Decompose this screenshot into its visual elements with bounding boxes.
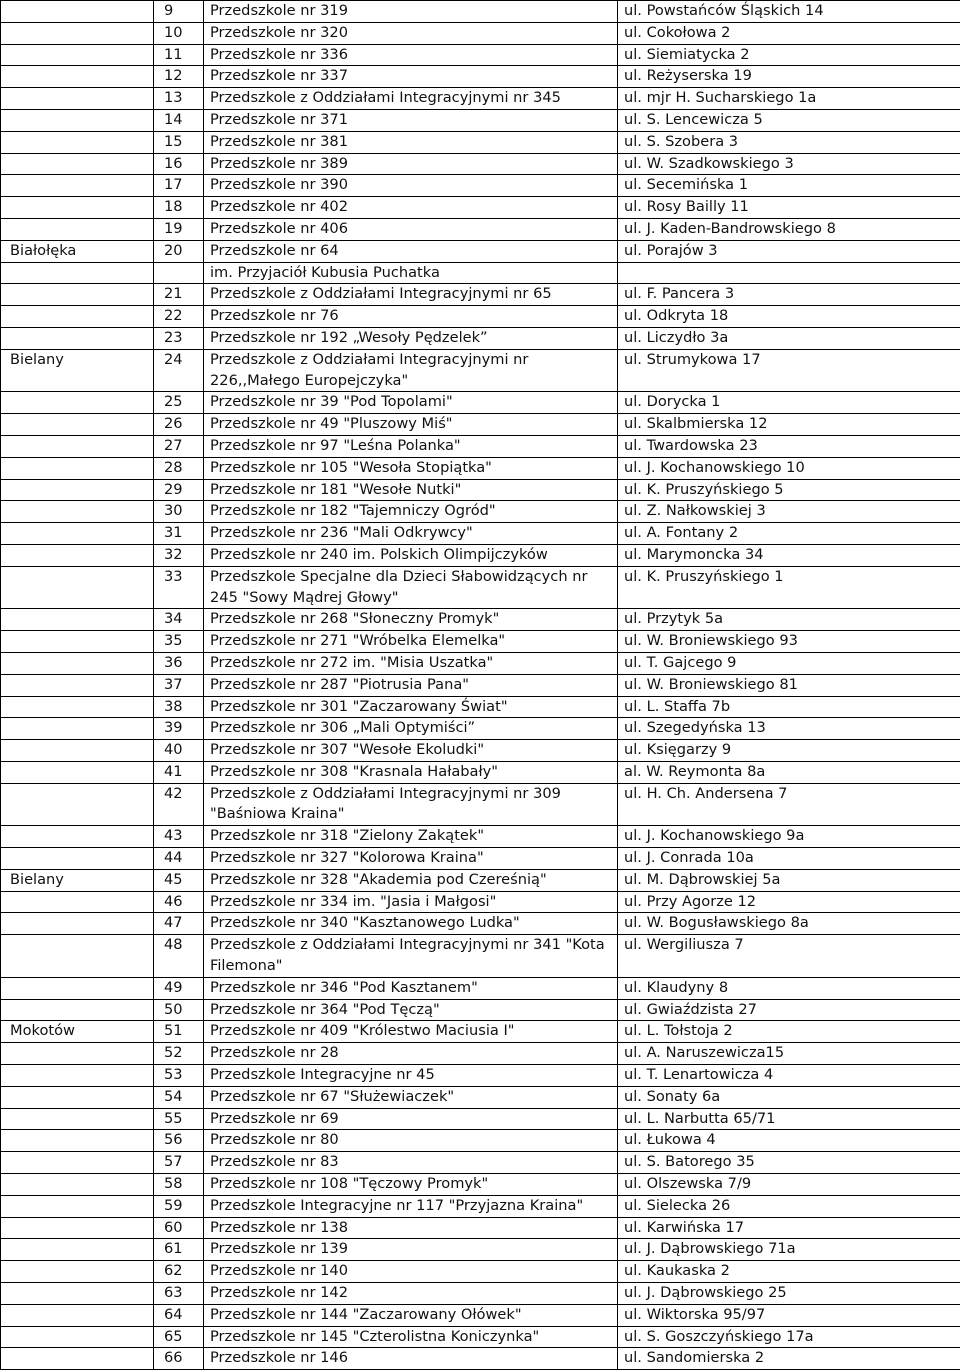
table-row (1, 544, 960, 566)
kindergarten-address: ul. F. Pancera 3 (618, 284, 960, 306)
table-row (1, 783, 960, 826)
table-row (1, 1174, 960, 1196)
kindergarten-address: ul. Z. Nałkowskiej 3 (618, 501, 960, 523)
district-label: Białołęka (10, 241, 76, 262)
table-row (1, 1304, 960, 1326)
table-row (1, 1108, 960, 1130)
table-row (1, 218, 960, 240)
table-row (1, 1043, 960, 1065)
kindergarten-name: Przedszkole nr 67 "Służewiaczek" (204, 1086, 618, 1108)
kindergarten-address: ul. J. Dąbrowskiego 25 (618, 1283, 960, 1305)
row-number: 46 (154, 891, 204, 913)
row-number: 59 (154, 1195, 204, 1217)
row-number: 28 (154, 457, 204, 479)
kindergarten-name: Przedszkole nr 346 "Pod Kasztanem" (204, 977, 618, 999)
row-number: 37 (154, 674, 204, 696)
district-cell (1, 22, 154, 44)
district-cell (1, 718, 154, 740)
row-number: 31 (154, 523, 204, 545)
table-row (1, 1261, 960, 1283)
kindergarten-name: Przedszkole nr 406 (204, 218, 618, 240)
row-number: 21 (154, 284, 204, 306)
row-number: 11 (154, 44, 204, 66)
row-number: 20 (154, 240, 204, 262)
table-row (1, 1195, 960, 1217)
kindergarten-address: ul. Księgarzy 9 (618, 740, 960, 762)
kindergarten-name: Przedszkole z Oddziałami Integracyjnymi nr 345 (204, 88, 618, 110)
kindergarten-name: Przedszkole nr 64 (204, 240, 618, 262)
kindergarten-name: Przedszkole nr 28 (204, 1043, 618, 1065)
row-number: 39 (154, 718, 204, 740)
kindergarten-name: Przedszkole Specjalne dla Dzieci Słabowidzących nr 245 "Sowy Mądrej Głowy" (204, 566, 618, 609)
district-cell (1, 631, 154, 653)
row-number: 14 (154, 109, 204, 131)
kindergarten-address: ul. S. Lencewicza 5 (618, 109, 960, 131)
district-cell (1, 566, 154, 609)
district-cell (1, 414, 154, 436)
kindergarten-name: Przedszkole nr 144 "Zaczarowany Ołówek" (204, 1304, 618, 1326)
district-cell (1, 153, 154, 175)
kindergarten-address: ul. L. Staffa 7b (618, 696, 960, 718)
district-cell (1, 1348, 154, 1370)
kindergarten-address: ul. Sandomierska 2 (618, 1348, 960, 1370)
kindergarten-name: Przedszkole nr 139 (204, 1239, 618, 1261)
kindergarten-address: ul. Secemińska 1 (618, 175, 960, 197)
table-row (1, 88, 960, 110)
district-cell (1, 696, 154, 718)
row-number: 60 (154, 1217, 204, 1239)
district-cell (1, 66, 154, 88)
kindergarten-name: Przedszkole nr 97 "Leśna Polanka" (204, 435, 618, 457)
district-cell (1, 284, 154, 306)
kindergarten-name: Przedszkole nr 340 "Kasztanowego Ludka" (204, 913, 618, 935)
row-number: 24 (154, 349, 204, 392)
kindergarten-address: ul. Kaukaska 2 (618, 1261, 960, 1283)
kindergarten-address: ul. K. Pruszyńskiego 1 (618, 566, 960, 609)
kindergarten-address: ul. Klaudyny 8 (618, 977, 960, 999)
kindergarten-address: ul. Rosy Bailly 11 (618, 197, 960, 219)
row-number: 64 (154, 1304, 204, 1326)
table-row (1, 718, 960, 740)
kindergarten-name: Przedszkole nr 49 "Pluszowy Miś" (204, 414, 618, 436)
row-number: 61 (154, 1239, 204, 1261)
kindergarten-name: Przedszkole nr 320 (204, 22, 618, 44)
row-number: 29 (154, 479, 204, 501)
table-row (1, 826, 960, 848)
table-row (1, 523, 960, 545)
table-row (1, 1086, 960, 1108)
row-number: 51 (154, 1021, 204, 1043)
table-row (1, 1130, 960, 1152)
row-number: 53 (154, 1065, 204, 1087)
kindergarten-address: ul. W. Broniewskiego 81 (618, 674, 960, 696)
kindergarten-address: ul. Karwińska 17 (618, 1217, 960, 1239)
district-cell (1, 306, 154, 328)
table-row (1, 1065, 960, 1087)
table-row (1, 131, 960, 153)
row-number: 12 (154, 66, 204, 88)
kindergarten-address: ul. Przy Agorze 12 (618, 891, 960, 913)
row-number: 18 (154, 197, 204, 219)
kindergarten-address: ul. Dorycka 1 (618, 392, 960, 414)
table-row (1, 327, 960, 349)
kindergarten-name: Przedszkole nr 327 "Kolorowa Kraina" (204, 848, 618, 870)
district-cell (1, 457, 154, 479)
kindergarten-address: ul. J. Conrada 10a (618, 848, 960, 870)
kindergarten-name: Przedszkole nr 181 "Wesołe Nutki" (204, 479, 618, 501)
kindergarten-address: ul. L. Tołstoja 2 (618, 1021, 960, 1043)
table-row (1, 1283, 960, 1305)
kindergarten-address: ul. Cokołowa 2 (618, 22, 960, 44)
kindergarten-address: ul. S. Szobera 3 (618, 131, 960, 153)
kindergarten-name: Przedszkole z Oddziałami Integracyjnymi nr 226,,Małego Europejczyka" (204, 349, 618, 392)
kindergarten-name: Przedszkole nr 308 "Krasnala Hałabały" (204, 761, 618, 783)
row-number: 19 (154, 218, 204, 240)
kindergarten-address: ul. Powstańców Śląskich 14 (618, 1, 960, 23)
kindergarten-name: Przedszkole nr 83 (204, 1152, 618, 1174)
row-number: 9 (154, 1, 204, 23)
district-cell (1, 218, 154, 240)
row-number (154, 262, 204, 284)
kindergarten-name: Przedszkole nr 364 "Pod Tęczą" (204, 999, 618, 1021)
row-number: 26 (154, 414, 204, 436)
table-row (1, 1021, 960, 1043)
row-number: 56 (154, 1130, 204, 1152)
kindergarten-name: Przedszkole z Oddziałami Integracyjnymi nr 65 (204, 284, 618, 306)
table-row (1, 935, 960, 978)
kindergarten-name: Przedszkole nr 402 (204, 197, 618, 219)
kindergarten-name: Przedszkole nr 287 "Piotrusia Pana" (204, 674, 618, 696)
row-number: 35 (154, 631, 204, 653)
district-cell (1, 109, 154, 131)
kindergarten-name: Przedszkole Integracyjne nr 117 "Przyjazna Kraina" (204, 1195, 618, 1217)
row-number: 54 (154, 1086, 204, 1108)
district-cell (1, 740, 154, 762)
district-cell (1, 544, 154, 566)
kindergarten-name: Przedszkole nr 236 "Mali Odkrywcy" (204, 523, 618, 545)
kindergarten-address: ul. Liczydło 3a (618, 327, 960, 349)
kindergarten-address (618, 262, 960, 284)
district-cell (1, 501, 154, 523)
kindergarten-name: Przedszkole nr 301 "Zaczarowany Świat" (204, 696, 618, 718)
table-row (1, 44, 960, 66)
district-cell (1, 1174, 154, 1196)
kindergarten-name: Przedszkole nr 381 (204, 131, 618, 153)
row-number: 25 (154, 392, 204, 414)
kindergarten-address: ul. Przytyk 5a (618, 609, 960, 631)
row-number: 16 (154, 153, 204, 175)
table-row (1, 652, 960, 674)
row-number: 15 (154, 131, 204, 153)
district-label: Mokotów (10, 1021, 75, 1042)
district-cell (1, 327, 154, 349)
table-row (1, 414, 960, 436)
row-number: 30 (154, 501, 204, 523)
kindergarten-address: ul. Sielecka 26 (618, 1195, 960, 1217)
row-number: 65 (154, 1326, 204, 1348)
kindergarten-name: Przedszkole nr 80 (204, 1130, 618, 1152)
district-label: Bielany (10, 350, 64, 371)
row-number: 36 (154, 652, 204, 674)
kindergarten-address: ul. mjr H. Sucharskiego 1a (618, 88, 960, 110)
district-cell (1, 44, 154, 66)
kindergarten-address: ul. S. Batorego 35 (618, 1152, 960, 1174)
district-cell (1, 435, 154, 457)
kindergarten-address: ul. H. Ch. Andersena 7 (618, 783, 960, 826)
kindergarten-address: ul. Skalbmierska 12 (618, 414, 960, 436)
district-cell (1, 131, 154, 153)
district-cell (1, 175, 154, 197)
district-cell (1, 197, 154, 219)
district-cell (1, 652, 154, 674)
row-number: 27 (154, 435, 204, 457)
district-label: Bielany (10, 870, 64, 891)
kindergarten-address: ul. J. Kochanowskiego 9a (618, 826, 960, 848)
district-cell (1, 1152, 154, 1174)
table-row (1, 175, 960, 197)
kindergarten-name: Przedszkole nr 319 (204, 1, 618, 23)
kindergarten-name: Przedszkole nr 138 (204, 1217, 618, 1239)
table-row (1, 1, 960, 23)
kindergarten-address: ul. Odkryta 18 (618, 306, 960, 328)
row-number: 22 (154, 306, 204, 328)
kindergarten-name: Przedszkole nr 371 (204, 109, 618, 131)
kindergarten-name: Przedszkole nr 307 "Wesołe Ekoludki" (204, 740, 618, 762)
kindergarten-address: ul. T. Gajcego 9 (618, 652, 960, 674)
kindergarten-name: Przedszkole nr 140 (204, 1261, 618, 1283)
table-row (1, 848, 960, 870)
table-row (1, 977, 960, 999)
kindergarten-address: ul. L. Narbutta 65/71 (618, 1108, 960, 1130)
table-row (1, 696, 960, 718)
row-number: 38 (154, 696, 204, 718)
table-row (1, 740, 960, 762)
row-number: 57 (154, 1152, 204, 1174)
district-cell (1, 479, 154, 501)
table-row (1, 609, 960, 631)
kindergarten-address: ul. J. Kaden-Bandrowskiego 8 (618, 218, 960, 240)
table-row (1, 109, 960, 131)
kindergarten-address: ul. A. Naruszewicza15 (618, 1043, 960, 1065)
kindergarten-name: Przedszkole nr 306 „Mali Optymiści” (204, 718, 618, 740)
table-body (1, 1, 960, 1370)
kindergarten-address: ul. W. Szadkowskiego 3 (618, 153, 960, 175)
row-number: 42 (154, 783, 204, 826)
table-row (1, 197, 960, 219)
kindergarten-name: Przedszkole nr 318 "Zielony Zakątek" (204, 826, 618, 848)
kindergarten-address: ul. Strumykowa 17 (618, 349, 960, 392)
table-row (1, 435, 960, 457)
district-cell (1, 1261, 154, 1283)
district-cell (1, 1086, 154, 1108)
kindergarten-address: ul. J. Kochanowskiego 10 (618, 457, 960, 479)
table-row (1, 631, 960, 653)
row-number: 50 (154, 999, 204, 1021)
district-cell (1, 1326, 154, 1348)
table-row (1, 501, 960, 523)
kindergarten-name: Przedszkole nr 142 (204, 1283, 618, 1305)
table-row (1, 457, 960, 479)
table-row (1, 674, 960, 696)
kindergarten-name: Przedszkole nr 145 "Czterolistna Koniczynka" (204, 1326, 618, 1348)
district-cell (1, 88, 154, 110)
district-cell (1, 1065, 154, 1087)
table-row (1, 1152, 960, 1174)
kindergarten-name: Przedszkole nr 39 "Pod Topolami" (204, 392, 618, 414)
row-number: 32 (154, 544, 204, 566)
row-number: 49 (154, 977, 204, 999)
row-number: 10 (154, 22, 204, 44)
kindergarten-address: ul. W. Bogusławskiego 8a (618, 913, 960, 935)
table-row (1, 153, 960, 175)
kindergarten-name: im. Przyjaciół Kubusia Puchatka (204, 262, 618, 284)
table-row (1, 240, 960, 262)
kindergarten-address: ul. K. Pruszyńskiego 5 (618, 479, 960, 501)
kindergarten-name: Przedszkole nr 389 (204, 153, 618, 175)
kindergarten-name: Przedszkole nr 334 im. "Jasia i Małgosi" (204, 891, 618, 913)
kindergarten-address: ul. Wiktorska 95/97 (618, 1304, 960, 1326)
row-number: 48 (154, 935, 204, 978)
kindergarten-address: ul. S. Goszczyńskiego 17a (618, 1326, 960, 1348)
district-cell (1, 1217, 154, 1239)
table-row (1, 913, 960, 935)
row-number: 13 (154, 88, 204, 110)
district-cell (1, 848, 154, 870)
kindergarten-address: ul. Reżyserska 19 (618, 66, 960, 88)
district-cell (1, 262, 154, 284)
district-cell (1, 913, 154, 935)
district-cell (1, 392, 154, 414)
table-row (1, 66, 960, 88)
table-row (1, 1217, 960, 1239)
district-cell (1, 1304, 154, 1326)
kindergarten-name: Przedszkole nr 336 (204, 44, 618, 66)
district-cell (1, 783, 154, 826)
table-row (1, 1348, 960, 1370)
kindergarten-name: Przedszkole nr 105 "Wesoła Stopiątka" (204, 457, 618, 479)
kindergarten-name: Przedszkole nr 146 (204, 1348, 618, 1370)
table-row (1, 349, 960, 392)
kindergarten-address: ul. Olszewska 7/9 (618, 1174, 960, 1196)
kindergarten-name: Przedszkole nr 272 im. "Misia Uszatka" (204, 652, 618, 674)
kindergarten-address: al. W. Reymonta 8a (618, 761, 960, 783)
kindergarten-name: Przedszkole nr 409 "Królestwo Maciusia I" (204, 1021, 618, 1043)
kindergarten-name: Przedszkole nr 240 im. Polskich Olimpijczyków (204, 544, 618, 566)
table-row (1, 306, 960, 328)
kindergarten-address: ul. Szegedyńska 13 (618, 718, 960, 740)
district-cell (1, 1239, 154, 1261)
table-row (1, 479, 960, 501)
row-number: 41 (154, 761, 204, 783)
kindergarten-address: ul. J. Dąbrowskiego 71a (618, 1239, 960, 1261)
kindergarten-address: ul. A. Fontany 2 (618, 523, 960, 545)
table-row (1, 566, 960, 609)
row-number: 58 (154, 1174, 204, 1196)
kindergarten-name: Przedszkole nr 69 (204, 1108, 618, 1130)
row-number: 17 (154, 175, 204, 197)
table-row (1, 392, 960, 414)
district-cell (1, 891, 154, 913)
table-row (1, 1326, 960, 1348)
row-number: 63 (154, 1283, 204, 1305)
district-cell (1, 674, 154, 696)
table-row (1, 262, 960, 284)
kindergarten-name: Przedszkole nr 271 "Wróbelka Elemelka" (204, 631, 618, 653)
row-number: 62 (154, 1261, 204, 1283)
kindergarten-address: ul. Porajów 3 (618, 240, 960, 262)
district-cell (1, 1130, 154, 1152)
row-number: 45 (154, 869, 204, 891)
row-number: 33 (154, 566, 204, 609)
row-number: 44 (154, 848, 204, 870)
kindergarten-address: ul. M. Dąbrowskiej 5a (618, 869, 960, 891)
row-number: 47 (154, 913, 204, 935)
row-number: 23 (154, 327, 204, 349)
row-number: 40 (154, 740, 204, 762)
table-row (1, 22, 960, 44)
district-cell (1, 523, 154, 545)
table-row (1, 869, 960, 891)
kindergarten-name: Przedszkole nr 192 „Wesoły Pędzelek” (204, 327, 618, 349)
kindergarten-name: Przedszkole z Oddziałami Integracyjnymi nr 309 "Baśniowa Kraina" (204, 783, 618, 826)
district-cell (1, 826, 154, 848)
kindergarten-name: Przedszkole nr 108 "Tęczowy Promyk" (204, 1174, 618, 1196)
kindergarten-name: Przedszkole nr 76 (204, 306, 618, 328)
row-number: 52 (154, 1043, 204, 1065)
row-number: 34 (154, 609, 204, 631)
kindergarten-name: Przedszkole nr 182 "Tajemniczy Ogród" (204, 501, 618, 523)
row-number: 43 (154, 826, 204, 848)
kindergarten-name: Przedszkole nr 390 (204, 175, 618, 197)
kindergarten-name: Przedszkole nr 328 "Akademia pod Czereśnią" (204, 869, 618, 891)
kindergarten-address: ul. Marymoncka 34 (618, 544, 960, 566)
kindergarten-name: Przedszkole Integracyjne nr 45 (204, 1065, 618, 1087)
district-cell (1, 761, 154, 783)
table-row (1, 1239, 960, 1261)
table-row (1, 891, 960, 913)
kindergarten-name: Przedszkole z Oddziałami Integracyjnymi nr 341 "Kota Filemona" (204, 935, 618, 978)
kindergarten-address: ul. T. Lenartowicza 4 (618, 1065, 960, 1087)
kindergarten-address: ul. Gwiaździsta 27 (618, 999, 960, 1021)
kindergarten-address: ul. Sonaty 6a (618, 1086, 960, 1108)
kindergarten-address: ul. Twardowska 23 (618, 435, 960, 457)
row-number: 55 (154, 1108, 204, 1130)
table-row (1, 284, 960, 306)
table-row (1, 761, 960, 783)
kindergarten-name: Przedszkole nr 337 (204, 66, 618, 88)
district-cell (1, 1283, 154, 1305)
kindergarten-address: ul. Wergiliusza 7 (618, 935, 960, 978)
district-cell (1, 935, 154, 978)
kindergarten-name: Przedszkole nr 268 "Słoneczny Promyk" (204, 609, 618, 631)
row-number: 66 (154, 1348, 204, 1370)
kindergarten-address: ul. Siemiatycka 2 (618, 44, 960, 66)
district-cell (1, 1195, 154, 1217)
district-cell (1, 1, 154, 23)
district-cell (1, 999, 154, 1021)
table-row (1, 999, 960, 1021)
district-cell (1, 609, 154, 631)
kindergarten-address: ul. Łukowa 4 (618, 1130, 960, 1152)
district-cell (1, 977, 154, 999)
district-cell (1, 1108, 154, 1130)
kindergarten-address: ul. W. Broniewskiego 93 (618, 631, 960, 653)
district-cell (1, 1043, 154, 1065)
